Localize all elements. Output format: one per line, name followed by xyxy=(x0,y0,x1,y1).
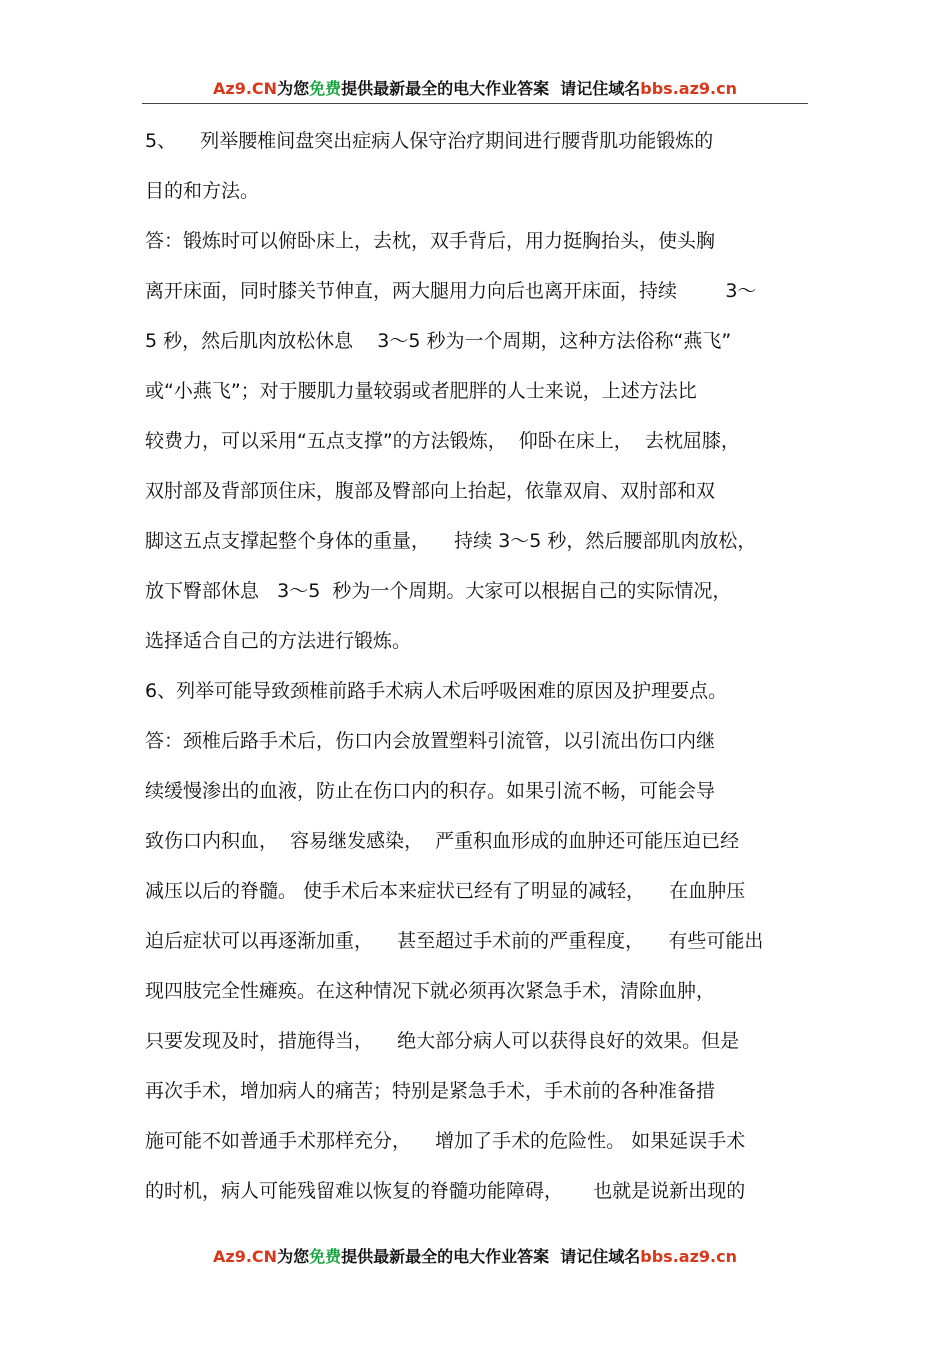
page-header-banner xyxy=(0,76,950,99)
text-line: 较费力，可以采用“五点支撑”的方法锻炼， 仰卧在床上， 去枕屈膝， xyxy=(145,430,740,452)
text-line: 或“小燕飞”；对于腰肌力量较弱或者肥胖的人士来说，上述方法比 xyxy=(145,380,697,402)
text-line: 答：锻炼时可以俯卧床上，去枕，双手背后，用力挺胸抬头，使头胸 xyxy=(145,230,716,252)
text-line: 离开床面，同时膝关节伸直，两大腿用力向后也离开床面，持续 3～ xyxy=(145,280,757,302)
text-line: 脚这五点支撑起整个身体的重量， 持续 3～5 秒，然后腰部肌肉放松， xyxy=(145,530,757,552)
header-text-b: 提供最新最全的电大作业答案 xyxy=(341,79,550,98)
footer-text-c: 请记住域名 xyxy=(560,1247,641,1266)
text-line: 选择适合自己的方法进行锻炼。 xyxy=(145,630,412,652)
text-line: 5、 列举腰椎间盘突出症病人保守治疗期间进行腰背肌功能锻炼的 xyxy=(145,130,714,152)
text-line: 现四肢完全性瘫痪。在这种情况下就必须再次紧急手术，清除血肿， xyxy=(145,980,716,1002)
header-free: 免费 xyxy=(309,79,342,98)
footer-text-a: 为您 xyxy=(277,1247,310,1266)
header-divider xyxy=(142,103,808,104)
text-line: 放下臀部休息 3～5 秒为一个周期。大家可以根据自己的实际情况， xyxy=(145,580,732,602)
text-line: 6、列举可能导致颈椎前路手术病人术后呼吸困难的原因及护理要点。 xyxy=(145,680,728,702)
text-line: 减压以后的脊髓。 使手术后本来症状已经有了明显的减轻， 在血肿压 xyxy=(145,880,746,902)
text-line: 致伤口内积血， 容易继发感染， 严重积血形成的血肿还可能压迫已经 xyxy=(145,830,740,852)
page-footer-banner xyxy=(0,1244,950,1267)
footer-brand: Az9.CN xyxy=(213,1247,278,1266)
footer-free: 免费 xyxy=(309,1247,342,1266)
text-line: 目的和方法。 xyxy=(145,180,260,202)
text-line: 迫后症状可以再逐渐加重， 甚至超过手术前的严重程度， 有些可能出 xyxy=(145,930,764,952)
header-text-c: 请记住域名 xyxy=(560,79,641,98)
footer-domain-link[interactable]: bbs.az9.cn xyxy=(640,1247,737,1266)
text-line: 续缓慢渗出的血液，防止在伤口内的积存。如果引流不畅，可能会导 xyxy=(145,780,716,802)
text-line: 施可能不如普通手术那样充分， 增加了手术的危险性。 如果延误手术 xyxy=(145,1130,746,1152)
text-line: 双肘部及背部顶住床，腹部及臀部向上抬起，依靠双肩、双肘部和双 xyxy=(145,480,716,502)
header-brand: Az9.CN xyxy=(213,79,278,98)
text-line: 再次手术，增加病人的痛苦；特别是紧急手术，手术前的各种准备措 xyxy=(145,1080,716,1102)
text-line: 答：颈椎后路手术后，伤口内会放置塑料引流管，以引流出伤口内继 xyxy=(145,730,716,752)
text-line: 5 秒，然后肌肉放松休息 3～5 秒为一个周期，这种方法俗称“燕飞” xyxy=(145,330,732,352)
header-domain-link[interactable]: bbs.az9.cn xyxy=(640,79,737,98)
footer-text-b: 提供最新最全的电大作业答案 xyxy=(341,1247,550,1266)
text-line: 只要发现及时，措施得当， 绝大部分病人可以获得良好的效果。但是 xyxy=(145,1030,740,1052)
header-text-a: 为您 xyxy=(277,79,310,98)
text-line: 的时机，病人可能残留难以恢复的脊髓功能障碍， 也就是说新出现的 xyxy=(145,1180,746,1202)
